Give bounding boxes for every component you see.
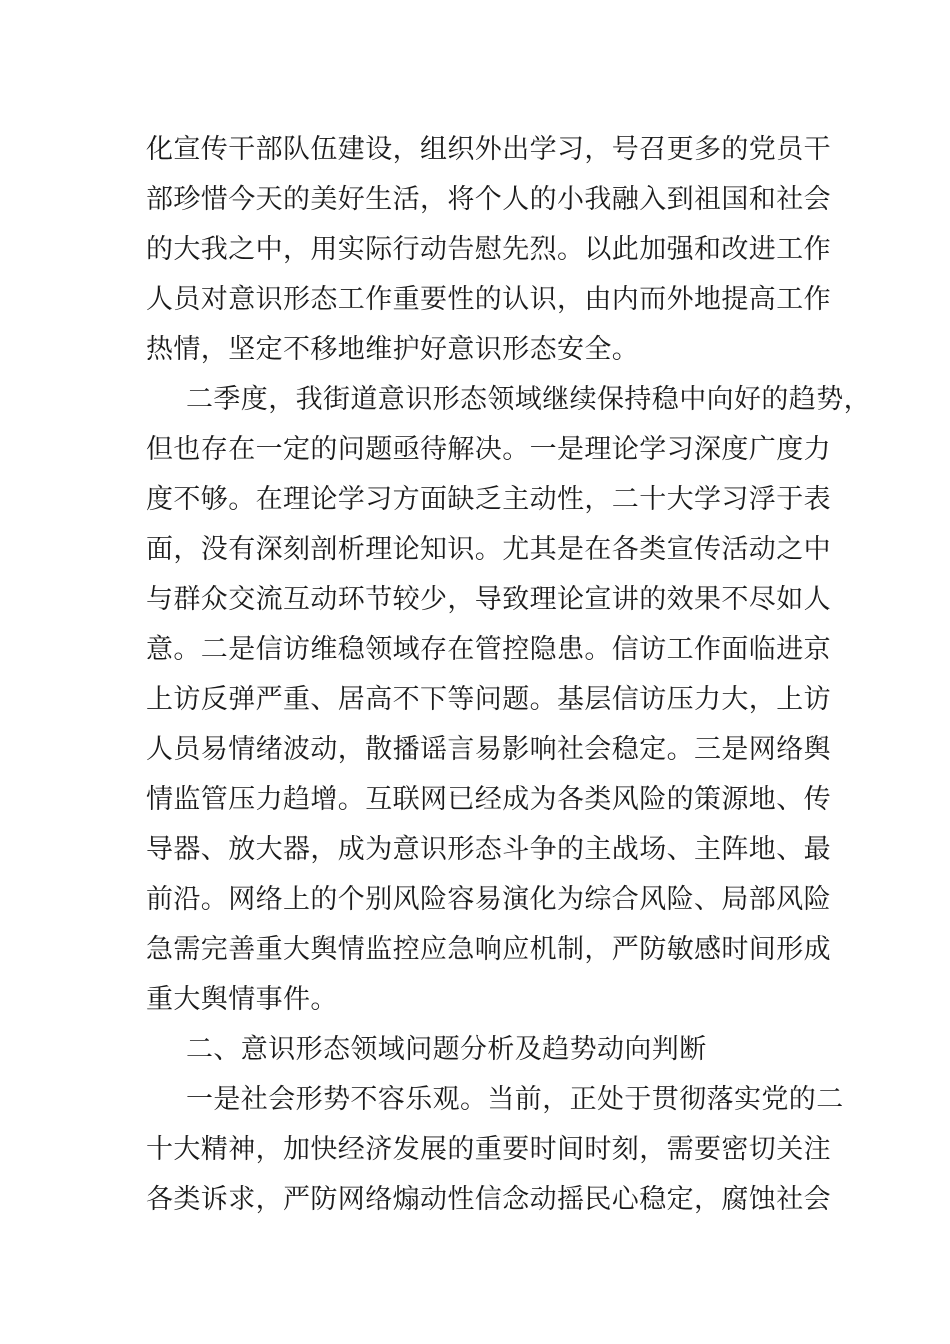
text-line: 上访反弹严重、居高不下等问题。基层信访压力大，上访 [146, 684, 831, 715]
text-line: 一是社会形势不容乐观。当前，正处于贯彻落实党的二 [186, 1084, 844, 1115]
text-line: 部珍惜今天的美好生活，将个人的小我融入到祖国和社会 [146, 184, 831, 215]
text-line: 但也存在一定的问题亟待解决。一是理论学习深度广度力 [146, 434, 831, 465]
text-line: 面，没有深刻剖析理论知识。尤其是在各类宣传活动之中 [146, 534, 831, 565]
text-line: 人员对意识形态工作重要性的认识，由内而外地提高工作 [146, 284, 831, 315]
text-line: 各类诉求，严防网络煽动性信念动摇民心稳定，腐蚀社会 [146, 1184, 831, 1215]
text-line: 十大精神，加快经济发展的重要时间时刻，需要密切关注 [146, 1134, 831, 1165]
text-line: 与群众交流互动环节较少，导致理论宣讲的效果不尽如人 [146, 584, 831, 615]
text-line: 导器、放大器，成为意识形态斗争的主战场、主阵地、最 [146, 834, 831, 865]
section-heading: 二、意识形态领域问题分析及趋势动向判断 [186, 1034, 707, 1065]
text-line: 人员易情绪波动，散播谣言易影响社会稳定。三是网络舆 [146, 734, 831, 765]
text-line: 热情，坚定不移地维护好意识形态安全。 [146, 334, 640, 365]
text-line: 重大舆情事件。 [146, 984, 338, 1015]
text-line: 度不够。在理论学习方面缺乏主动性，二十大学习浮于表 [146, 484, 831, 515]
text-line: 意。二是信访维稳领域存在管控隐患。信访工作面临进京 [146, 634, 831, 665]
text-line: 化宣传干部队伍建设，组织外出学习，号召更多的党员干 [146, 134, 831, 165]
text-line: 二季度，我街道意识形态领域继续保持稳中向好的趋势， [186, 384, 871, 415]
text-line: 急需完善重大舆情监控应急响应机制，严防敏感时间形成 [146, 934, 831, 965]
text-line: 前沿。网络上的个别风险容易演化为综合风险、局部风险 [146, 884, 831, 915]
text-line: 情监管压力趋增。互联网已经成为各类风险的策源地、传 [146, 784, 831, 815]
text-line: 的大我之中，用实际行动告慰先烈。以此加强和改进工作 [146, 234, 831, 265]
